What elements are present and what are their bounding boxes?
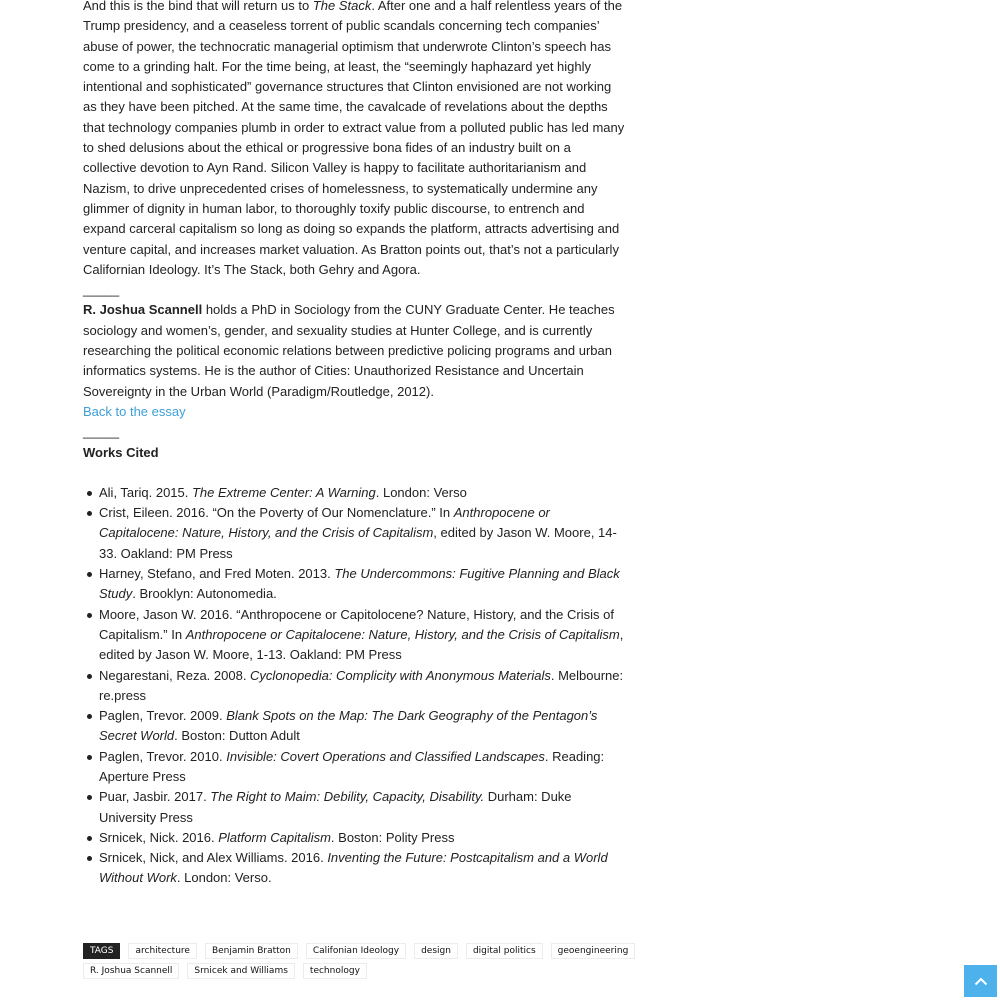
tag-link[interactable]: digital politics	[466, 943, 543, 959]
separator: _____	[83, 424, 120, 440]
tag-link[interactable]: R. Joshua Scannell	[83, 963, 179, 979]
list-item: Negarestani, Reza. 2008. Cyclonopedia: Complicity with Anonymous Materials. Melbourne: re.press	[99, 666, 625, 707]
list-item: Srnicek, Nick. 2016. Platform Capitalism. Boston: Polity Press	[99, 828, 625, 848]
list-item: Paglen, Trevor. 2009. Blank Spots on the Map: The Dark Geography of the Pentagon’s Secret World. Boston: Dutton Adult	[99, 706, 625, 747]
chevron-up-icon	[974, 977, 988, 986]
back-link-row	[83, 402, 625, 422]
tag-row	[83, 963, 628, 979]
tag-row	[83, 943, 628, 959]
tag-link[interactable]: Califonian Ideology	[306, 943, 406, 959]
author-bio	[83, 300, 625, 401]
article-paragraph	[83, 0, 625, 280]
scroll-to-top-button[interactable]	[964, 965, 997, 997]
list-item: Moore, Jason W. 2016. “Anthropocene or Capitolocene? Nature, History, and the Crisis of Capitalism.” In Anthropocene or Capitalocene: Nature, History, and the Crisis of Capitalism, edited by Jason W. Moore, 1-13. Oakland: PM Press	[99, 605, 625, 666]
works-cited-list	[83, 483, 625, 889]
tags-section	[83, 943, 628, 983]
tag-link[interactable]: geoengineering	[551, 943, 636, 959]
list-item: Puar, Jasbir. 2017. The Right to Maim: Debility, Capacity, Disability. Durham: Duke University Press	[99, 787, 625, 828]
list-item: Crist, Eileen. 2016. “On the Poverty of Our Nomenclature.” In Anthropocene or Capitalocene: Nature, History, and the Crisis of Capitalism, edited by Jason W. Moore, 14-33. Oakland: PM Press	[99, 503, 625, 564]
list-item: Paglen, Trevor. 2010. Invisible: Covert Operations and Classified Landscapes. Reading: Aperture Press	[99, 747, 625, 788]
tag-link[interactable]: technology	[303, 963, 367, 979]
author-bio-text: holds a PhD in Sociology from the CUNY Graduate Center. He teaches sociology and women’s, gender, and sexuality studies at Hunter College, and is currently researching the political economic relations between predictive policing programs and urban informatics systems. He is the author of Cities: Unauthorized Resistance and Uncertain Sovereignty in the Urban World (Paradigm/Routledge, 2012).	[83, 302, 615, 399]
back-to-essay-link[interactable]: Back to the essay	[83, 403, 186, 419]
works-cited-heading: Works Cited	[83, 444, 159, 460]
separator: _____	[83, 282, 120, 298]
tags-label: TAGS	[83, 943, 120, 959]
tag-link[interactable]: Srnicek and Williams	[187, 963, 295, 979]
paragraph-text: And this is the bind that will return us to	[83, 0, 313, 13]
list-item: Srnicek, Nick, and Alex Williams. 2016. Inventing the Future: Postcapitalism and a World Without Work. London: Verso.	[99, 848, 625, 889]
book-title: The Stack	[312, 0, 372, 13]
tag-link[interactable]: Benjamin Bratton	[205, 943, 298, 959]
list-item: Harney, Stefano, and Fred Moten. 2013. The Undercommons: Fugitive Planning and Black Study. Brooklyn: Autonomedia.	[99, 564, 625, 605]
paragraph-text: . After one and a half relentless years of the Trump presidency, and a ceaseless torrent of public scandals concerning tech companies’ abuse of power, the technocratic managerial optimism that underwrote Clinton’s speech has come to a grinding halt. For the time being, at least, the “seemingly haphazard yet highly intentional and sophisticated” governance structures that Clinton envisioned are not working as they have been pitched. At the same time, the cavalcade of revelations about the depths that technology companies plumb in order to extract value from a polluted public has led many to shed delusions about the ethical or progressive bona fides of an industry built on a collective devotion to Ayn Rand. Silicon Valley is happy to facilitate authoritarianism and Nazism, to drive unprecedented crises of homelessness, to systematically undermine any glimmer of dignity in human labor, to thoroughly toxify public discourse, to entrench and expand carceral capitalism so long as doing so expands the platform, attracts advertising and venture capital, and increases market valuation. As Bratton points out, that’s not a particularly Californian Ideology. It’s The Stack, both Gehry and Agora.	[83, 0, 625, 277]
tag-link[interactable]: architecture	[128, 943, 196, 959]
list-item: Ali, Tariq. 2015. The Extreme Center: A Warning. London: Verso	[99, 483, 625, 503]
author-name: R. Joshua Scannell	[83, 302, 203, 318]
tag-link[interactable]: design	[414, 943, 458, 959]
article-body	[83, 0, 625, 889]
